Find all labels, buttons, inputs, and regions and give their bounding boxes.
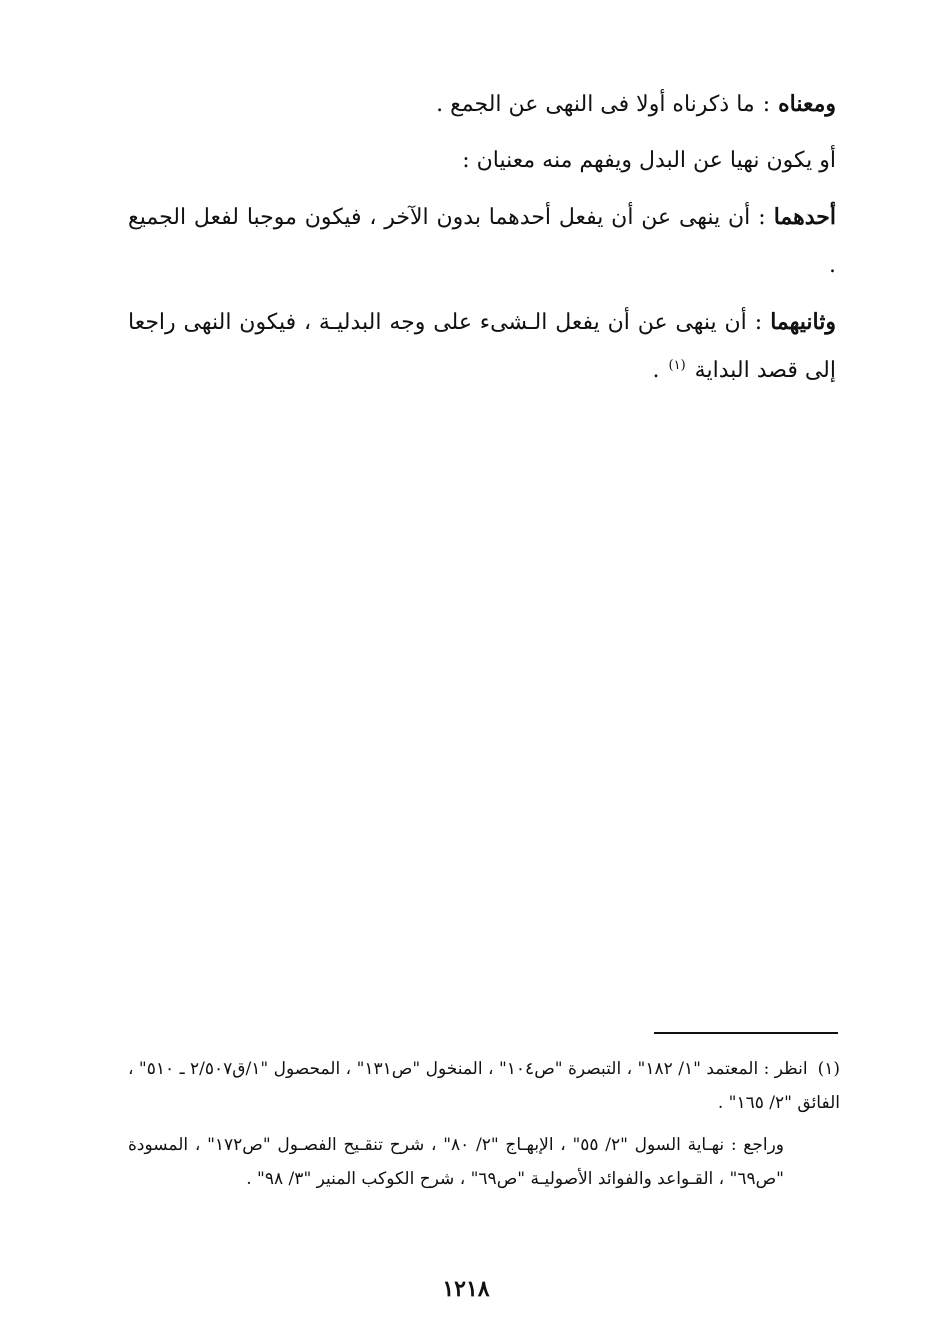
paragraph-tail: . <box>652 358 667 383</box>
lead-word-meaning: ومعناه <box>778 91 836 117</box>
lead-word-second: وثانيهما <box>770 309 836 335</box>
footnotes-section <box>128 1052 840 1204</box>
lead-word-first: أحدهما <box>773 204 836 230</box>
page-number: ١٢١٨ <box>442 1276 490 1302</box>
main-text <box>128 80 836 403</box>
colon-separator: : <box>758 205 766 230</box>
paragraph-first-meaning <box>128 193 836 290</box>
footnote-item <box>128 1052 840 1120</box>
footnote-item <box>128 1128 840 1196</box>
paragraph-text: أن ينهى عن أن يفعل الـشىء على وجه البدليـة ، فيكون النهى راجعا إلى قصد البداية <box>128 310 836 383</box>
paragraph-text: أو يكون نهيا عن البدل ويفهم منه معنيان : <box>462 148 836 173</box>
paragraph-text: ما ذكرناه أولا فى النهى عن الجمع . <box>436 92 755 117</box>
footnote-divider <box>654 1032 838 1034</box>
footnote-text: وراجع : نهـاية السول "٢/ ٥٥" ، الإبهـاج "٢/ ٨٠" ، شرح تنقـيح الفصـول "ص١٧٢" ، المسودة "ص٦٩" ، القـواعد والفوائد الأصوليـة "ص٦٩" ، شرح الكوكب المنير "٣/ ٩٨" . <box>128 1135 785 1189</box>
footnote-reference[interactable]: (١) <box>668 357 686 373</box>
colon-separator: : <box>762 92 771 117</box>
colon-separator: : <box>754 310 763 335</box>
paragraph-text: أن ينهى عن أن يفعل أحدهما بدون الآخر ، فيكون موجبا لفعل الجميع . <box>128 205 836 278</box>
paragraph-meaning <box>128 80 836 129</box>
footnote-number: (١) <box>817 1059 840 1079</box>
footnote-text: انظر : المعتمد "١/ ١٨٢" ، التبصرة "ص١٠٤" ، المنخول "ص١٣١" ، المحصول "١/ق٢/٥٠٧ ـ ٥١٠" ، الفائق "٢/ ١٦٥" . <box>128 1059 840 1113</box>
paragraph-alternative <box>128 137 836 185</box>
paragraph-second-meaning <box>128 298 836 395</box>
